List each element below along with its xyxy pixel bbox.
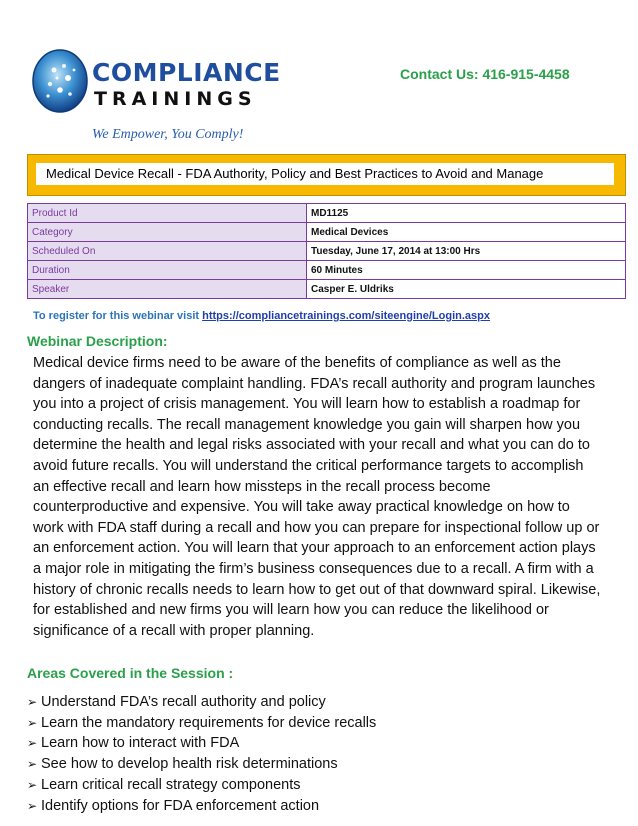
table-row bbox=[28, 280, 626, 299]
info-value: 60 Minutes bbox=[307, 261, 626, 280]
info-key: Speaker bbox=[28, 280, 307, 299]
title-banner bbox=[27, 154, 626, 196]
register-link[interactable]: https://compliancetrainings.com/siteengine/Login.aspx bbox=[202, 310, 490, 322]
webinar-description-heading: Webinar Description: bbox=[27, 333, 168, 349]
register-text: To register for this webinar visit bbox=[33, 310, 203, 322]
arrow-check-icon: ➢ bbox=[27, 715, 38, 730]
register-line bbox=[33, 310, 490, 322]
globe-icon bbox=[30, 46, 90, 116]
list-item bbox=[27, 733, 376, 754]
webinar-info-table bbox=[27, 203, 626, 299]
list-item-text: Learn critical recall strategy components bbox=[41, 776, 301, 793]
arrow-check-icon: ➢ bbox=[27, 798, 38, 813]
company-logo bbox=[30, 46, 281, 118]
info-key: Scheduled On bbox=[28, 242, 307, 261]
list-item bbox=[27, 754, 376, 775]
info-value: Casper E. Uldriks bbox=[307, 280, 626, 299]
arrow-check-icon: ➢ bbox=[27, 777, 38, 792]
info-key: Category bbox=[28, 223, 307, 242]
table-row bbox=[28, 242, 626, 261]
info-value: Tuesday, June 17, 2014 at 13:00 Hrs bbox=[307, 242, 626, 261]
areas-heading: Areas Covered in the Session : bbox=[27, 665, 234, 681]
arrow-check-icon: ➢ bbox=[27, 736, 38, 751]
list-item bbox=[27, 775, 376, 796]
table-row bbox=[28, 223, 626, 242]
list-item-text: Learn the mandatory requirements for device recalls bbox=[41, 714, 377, 731]
info-value: MD1125 bbox=[307, 204, 626, 223]
list-item-text: Learn how to interact with FDA bbox=[41, 735, 240, 752]
list-item-text: Understand FDA’s recall authority and policy bbox=[41, 694, 326, 710]
webinar-title: Medical Device Recall - FDA Authority, Policy and Best Practices to Avoid and Manage bbox=[36, 163, 614, 185]
tagline: We Empower, You Comply! bbox=[92, 127, 244, 142]
info-value: Medical Devices bbox=[307, 223, 626, 242]
areas-list bbox=[27, 692, 376, 816]
arrow-check-icon: ➢ bbox=[27, 757, 38, 772]
logo-text-compliance: COMPLIANCE bbox=[92, 58, 281, 87]
logo-text-trainings: TRAININGS bbox=[94, 88, 257, 110]
list-item bbox=[27, 796, 376, 817]
info-key: Product Id bbox=[28, 204, 307, 223]
info-key: Duration bbox=[28, 261, 307, 280]
table-row bbox=[28, 204, 626, 223]
list-item bbox=[27, 713, 376, 734]
contact-phone: Contact Us: 416-915-4458 bbox=[400, 66, 570, 82]
webinar-description: Medical device firms need to be aware of the benefits of compliance as well as the dangers of inadequate complaint handling. FDA’s recall authority and program launches you into a project of crisis management. You will learn how to establish a roadmap for conducting recalls. The recall management knowledge you gain will sharpen how you determine the health and legal risks associated with your recall and what you can do to avoid future recalls. You will understand the critical performance targets to accomplish an effective recall and learn how missteps in the recall process become counterproductive and expensive. You will take away practical knowledge on how to work with FDA staff during a recall and how you can prepare for inspectional follow up or an enforcement action. You will learn that your approach to an enforcement action plays a major role in mitigating the firm’s business consequences due to a recall. A firm with a history of chronic recalls needs to learn how to get out of that downward spiral. Likewise, for established and new firms you will learn how you can reduce the likelihood or significance of a recall with proper planning. bbox=[33, 355, 601, 639]
list-item bbox=[27, 692, 376, 713]
table-row bbox=[28, 261, 626, 280]
list-item-text: Identify options for FDA enforcement action bbox=[41, 797, 320, 814]
list-item-text: See how to develop health risk determinations bbox=[41, 756, 338, 773]
arrow-check-icon: ➢ bbox=[27, 695, 38, 709]
